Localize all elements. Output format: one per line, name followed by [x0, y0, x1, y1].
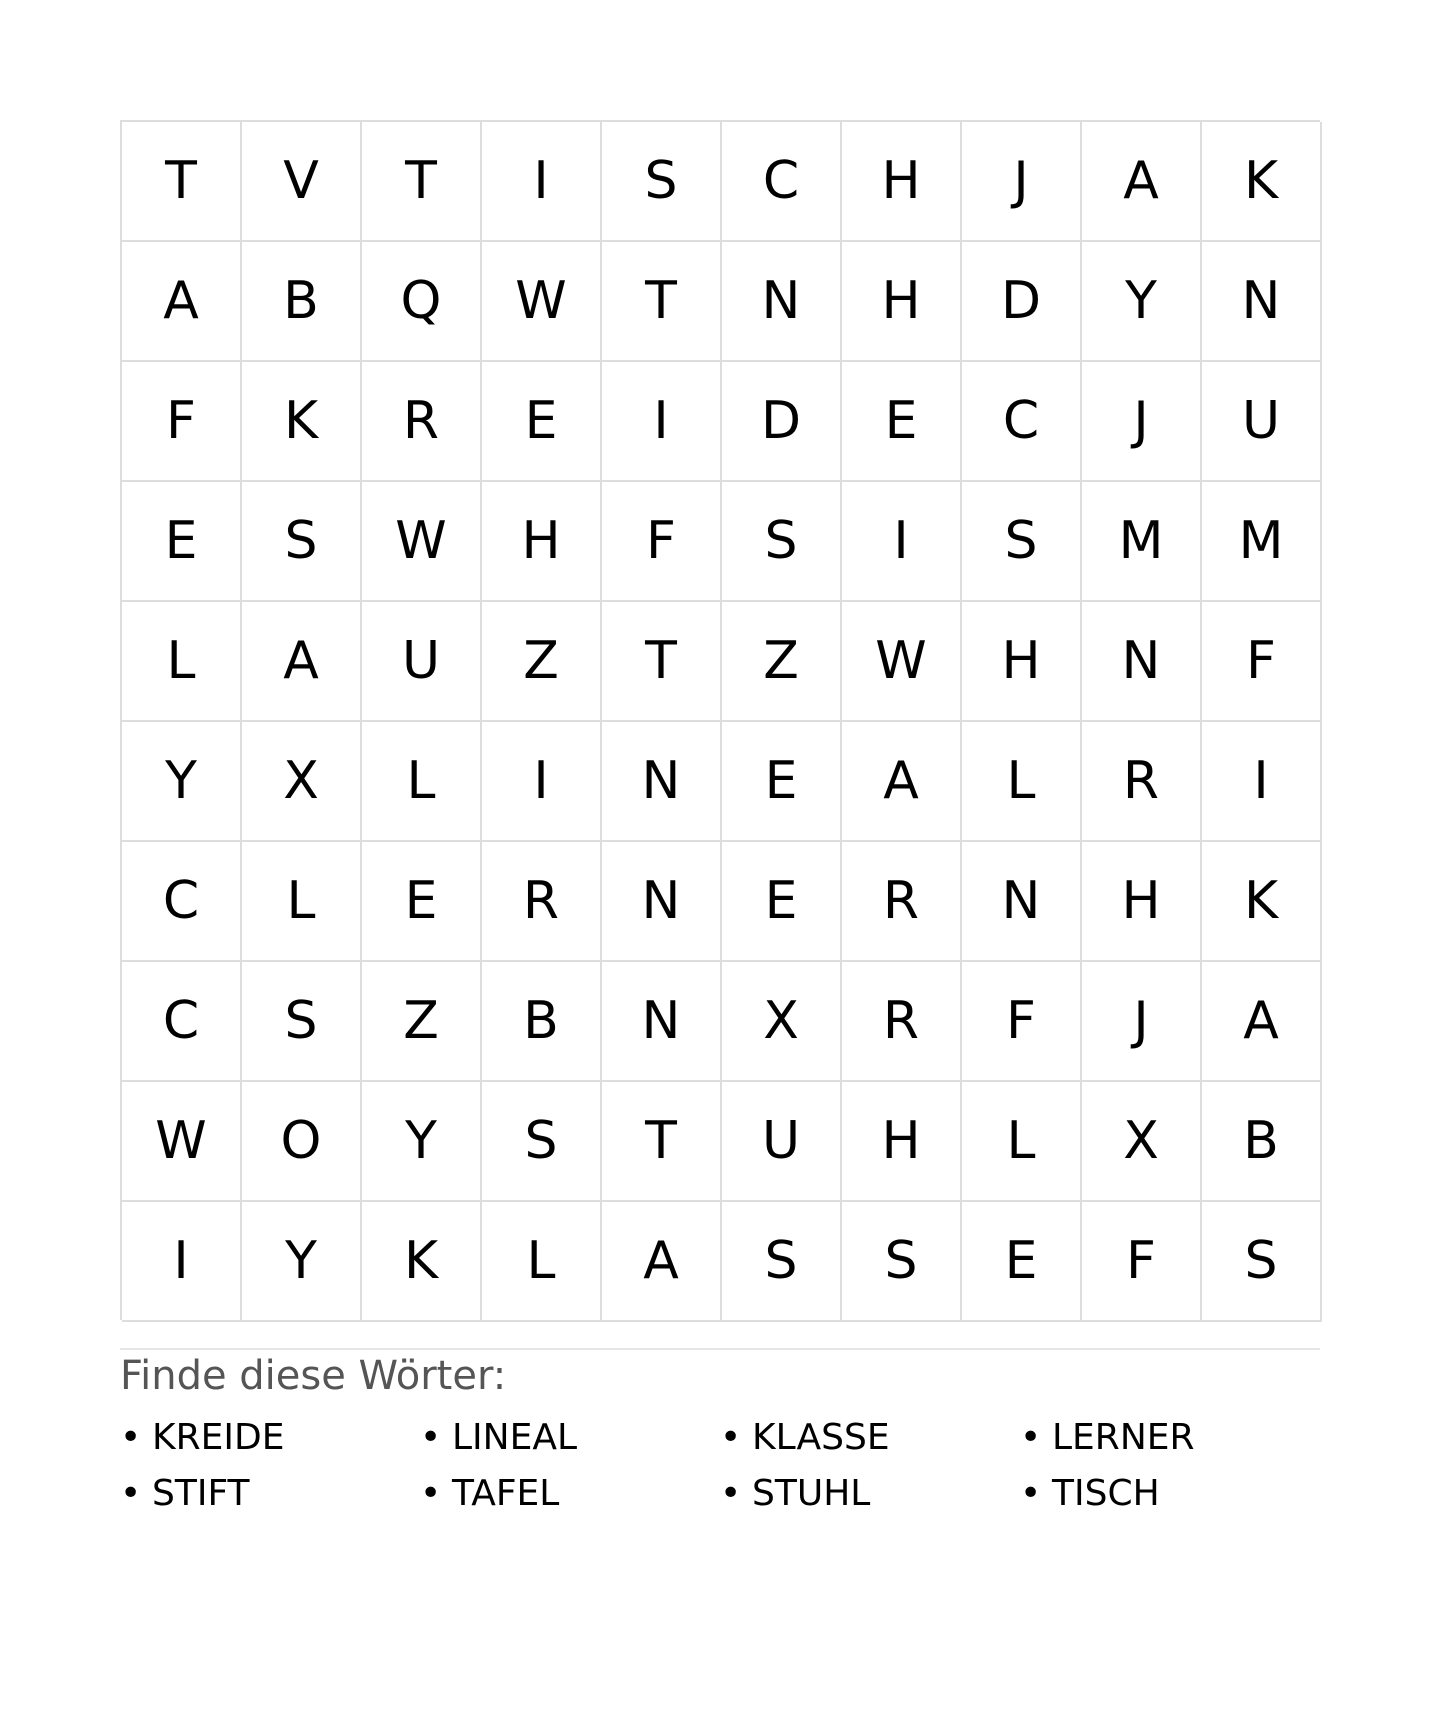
word-label: STUHL [752, 1473, 871, 1514]
grid-cell[interactable]: S [962, 482, 1082, 602]
grid-cell[interactable]: Z [482, 602, 602, 722]
grid-cell[interactable]: F [962, 962, 1082, 1082]
grid-cell[interactable]: N [1202, 242, 1322, 362]
grid-cell[interactable]: L [122, 602, 242, 722]
bullet-icon: • [420, 1473, 442, 1514]
grid-cell[interactable]: R [1082, 722, 1202, 842]
word-label: KREIDE [152, 1417, 285, 1458]
grid-cell[interactable]: A [602, 1202, 722, 1322]
bullet-icon: • [720, 1473, 742, 1514]
grid-cell[interactable]: L [962, 1082, 1082, 1202]
grid-cell[interactable]: X [1082, 1082, 1202, 1202]
grid-cell[interactable]: X [722, 962, 842, 1082]
grid-cell[interactable]: A [1082, 122, 1202, 242]
grid-cell[interactable]: M [1082, 482, 1202, 602]
grid-cell[interactable]: T [602, 602, 722, 722]
grid-cell[interactable]: H [842, 1082, 962, 1202]
word-label: LINEAL [452, 1417, 578, 1458]
grid-cell[interactable]: Y [122, 722, 242, 842]
grid-cell[interactable]: Y [242, 1202, 362, 1322]
bullet-icon: • [1020, 1417, 1042, 1458]
grid-cell[interactable]: Q [362, 242, 482, 362]
grid-cell[interactable]: W [482, 242, 602, 362]
grid-cell[interactable]: A [122, 242, 242, 362]
grid-cell[interactable]: Y [1082, 242, 1202, 362]
grid-cell[interactable]: T [122, 122, 242, 242]
grid-cell[interactable]: K [1202, 122, 1322, 242]
bullet-icon: • [1020, 1473, 1042, 1514]
grid-cell[interactable]: L [962, 722, 1082, 842]
grid-cell[interactable]: I [122, 1202, 242, 1322]
grid-cell[interactable]: S [242, 482, 362, 602]
grid-cell[interactable]: R [842, 842, 962, 962]
grid-cell[interactable]: N [962, 842, 1082, 962]
grid-cell[interactable]: Z [362, 962, 482, 1082]
grid-cell[interactable]: E [962, 1202, 1082, 1322]
grid-cell[interactable]: M [1202, 482, 1322, 602]
grid-cell[interactable]: A [842, 722, 962, 842]
grid-cell[interactable]: E [482, 362, 602, 482]
grid-cell[interactable]: S [842, 1202, 962, 1322]
grid-cell[interactable]: T [602, 242, 722, 362]
grid-cell[interactable]: I [482, 722, 602, 842]
grid-cell[interactable]: B [242, 242, 362, 362]
grid-cell[interactable]: B [1202, 1082, 1322, 1202]
grid-cell[interactable]: A [1202, 962, 1322, 1082]
grid-cell[interactable]: C [722, 122, 842, 242]
word-list-item [420, 1466, 720, 1522]
bullet-icon: • [120, 1417, 142, 1458]
grid-cell[interactable]: E [122, 482, 242, 602]
grid-cell[interactable]: S [722, 482, 842, 602]
grid-cell[interactable]: I [602, 362, 722, 482]
grid-cell[interactable]: V [242, 122, 362, 242]
word-label: TISCH [1052, 1473, 1160, 1514]
grid-cell[interactable]: C [122, 962, 242, 1082]
grid-cell[interactable]: R [362, 362, 482, 482]
grid-cell[interactable]: X [242, 722, 362, 842]
word-list-item [720, 1466, 1020, 1522]
grid-cell[interactable]: S [722, 1202, 842, 1322]
grid-cell[interactable]: W [122, 1082, 242, 1202]
grid-cell[interactable]: H [962, 602, 1082, 722]
grid-cell[interactable]: L [242, 842, 362, 962]
word-list-item [1020, 1410, 1320, 1466]
bullet-icon: • [720, 1417, 742, 1458]
grid-cell[interactable]: E [722, 722, 842, 842]
word-list-item [1020, 1466, 1320, 1522]
grid-cell[interactable]: N [1082, 602, 1202, 722]
grid-cell[interactable]: W [842, 602, 962, 722]
grid-cell[interactable]: E [362, 842, 482, 962]
word-list-item [120, 1466, 420, 1522]
grid-cell[interactable]: K [362, 1202, 482, 1322]
grid-cell[interactable]: S [242, 962, 362, 1082]
bullet-icon: • [420, 1417, 442, 1458]
grid-cell[interactable]: I [842, 482, 962, 602]
word-label: KLASSE [752, 1417, 890, 1458]
grid-cell[interactable]: R [482, 842, 602, 962]
grid-cell[interactable]: U [722, 1082, 842, 1202]
grid-cell[interactable]: B [482, 962, 602, 1082]
grid-cell[interactable]: F [1202, 602, 1322, 722]
word-label: STIFT [152, 1473, 250, 1514]
grid-cell[interactable]: T [602, 1082, 722, 1202]
grid-cell[interactable]: C [962, 362, 1082, 482]
grid-cell[interactable]: U [1202, 362, 1322, 482]
grid-cell[interactable]: J [962, 122, 1082, 242]
grid-cell[interactable]: F [122, 362, 242, 482]
grid-cell[interactable]: Z [722, 602, 842, 722]
grid-cell[interactable]: H [842, 122, 962, 242]
word-label: TAFEL [452, 1473, 560, 1514]
grid-cell[interactable]: E [842, 362, 962, 482]
grid-cell[interactable]: N [602, 722, 722, 842]
grid-cell[interactable]: I [482, 122, 602, 242]
grid-cell[interactable]: H [1082, 842, 1202, 962]
grid-cell[interactable]: E [722, 842, 842, 962]
divider [120, 1348, 1320, 1350]
grid-cell[interactable]: H [482, 482, 602, 602]
grid-cell[interactable]: F [1082, 1202, 1202, 1322]
word-list-item [420, 1410, 720, 1466]
grid-cell[interactable]: N [722, 242, 842, 362]
grid-cell[interactable]: N [602, 962, 722, 1082]
grid-cell[interactable]: F [602, 482, 722, 602]
grid-cell[interactable]: N [602, 842, 722, 962]
grid-cell[interactable]: R [842, 962, 962, 1082]
grid-cell[interactable]: H [842, 242, 962, 362]
grid-cell[interactable]: S [482, 1082, 602, 1202]
grid-cell[interactable]: D [722, 362, 842, 482]
word-search-grid [120, 120, 1320, 1320]
grid-cell[interactable]: D [962, 242, 1082, 362]
grid-cell[interactable]: K [1202, 842, 1322, 962]
grid-cell[interactable]: A [242, 602, 362, 722]
grid-cell[interactable]: Y [362, 1082, 482, 1202]
bullet-icon: • [120, 1473, 142, 1514]
word-list-item [720, 1410, 1020, 1466]
grid-cell[interactable]: O [242, 1082, 362, 1202]
grid-cell[interactable]: T [362, 122, 482, 242]
grid-cell[interactable]: W [362, 482, 482, 602]
grid-cell[interactable]: I [1202, 722, 1322, 842]
grid-cell[interactable]: L [362, 722, 482, 842]
grid-cell[interactable]: L [482, 1202, 602, 1322]
word-list [120, 1410, 1320, 1522]
grid-cell[interactable]: S [602, 122, 722, 242]
word-label: LERNER [1052, 1417, 1195, 1458]
grid-cell[interactable]: K [242, 362, 362, 482]
grid-cell[interactable]: J [1082, 962, 1202, 1082]
grid-cell[interactable]: U [362, 602, 482, 722]
grid-cell[interactable]: J [1082, 362, 1202, 482]
word-list-item [120, 1410, 420, 1466]
grid-cell[interactable]: C [122, 842, 242, 962]
grid-cell[interactable]: S [1202, 1202, 1322, 1322]
word-list-heading: Finde diese Wörter: [120, 1353, 507, 1399]
